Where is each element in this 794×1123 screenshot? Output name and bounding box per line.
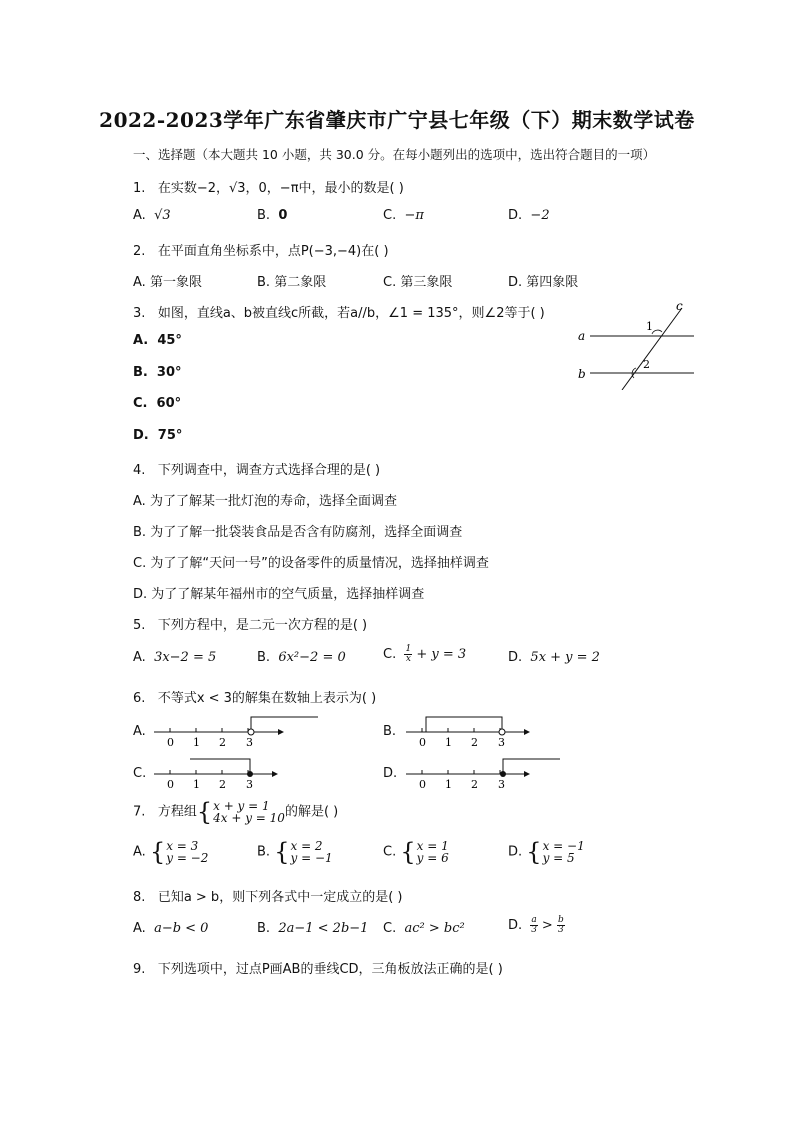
option-d[interactable]: D. 75°: [133, 428, 183, 443]
option-b[interactable]: B. 为了了解一批袋装食品是否含有防腐剂，选择全面调查: [133, 525, 463, 540]
number-line-b[interactable]: [402, 712, 542, 750]
question-6: [133, 687, 376, 706]
number-line-a[interactable]: [150, 712, 325, 750]
svg-text:3: 3: [246, 778, 253, 791]
question-text: 在实数−2，√3，0，−π中，最小的数是( ): [157, 181, 404, 196]
option-a[interactable]: A. 为了了解某一批灯泡的寿命，选择全面调查: [133, 494, 397, 509]
label-angle-2: 2: [643, 358, 650, 371]
svg-text:1: 1: [193, 736, 200, 749]
option-b[interactable]: B. 6x²−2 = 0: [257, 650, 346, 665]
svg-text:3: 3: [498, 736, 505, 749]
svg-text:0: 0: [167, 778, 174, 791]
option-d[interactable]: D. 5x + y = 2: [508, 650, 600, 665]
option-c[interactable]: C. 为了了解“天问一号”的设备零件的质量情况，选择抽样调查: [133, 556, 489, 571]
question-text: 在平面直角坐标系中，点P(−3,−4)在( ): [157, 244, 389, 259]
label-b: b: [578, 367, 586, 381]
question-9: [133, 958, 503, 977]
option-d[interactable]: D. { x = −1 y = 5: [508, 838, 585, 866]
question-number: 7.: [133, 804, 146, 820]
svg-text:0: 0: [167, 736, 174, 749]
question-number: 9.: [133, 962, 146, 977]
question-number: 3.: [133, 306, 146, 321]
svg-text:0: 0: [419, 778, 426, 791]
parallel-lines-figure: [570, 298, 700, 390]
svg-text:1: 1: [193, 778, 200, 791]
question-number: 1.: [133, 181, 146, 196]
option-c[interactable]: C. −π: [383, 208, 424, 223]
option-b[interactable]: B. 30°: [133, 365, 182, 380]
question-1: [133, 177, 404, 196]
svg-text:3: 3: [498, 778, 505, 791]
option-a[interactable]: A. 第一象限: [133, 275, 202, 290]
option-a[interactable]: A. 3x−2 = 5: [133, 650, 217, 665]
question-5: [133, 614, 367, 633]
section-heading: 一、选择题（本大题共 10 小题，共 30.0 分。在每小题列出的选项中，选出符合题目的一项）: [133, 147, 656, 162]
angle-1-arc: [652, 330, 662, 334]
option-c[interactable]: C. 60°: [133, 396, 182, 411]
question-number: 2.: [133, 244, 146, 259]
option-d-label[interactable]: D.: [383, 766, 398, 781]
question-number: 4.: [133, 463, 146, 478]
option-c[interactable]: C. ac² > bc²: [383, 921, 465, 936]
option-a[interactable]: A. √3: [133, 208, 171, 223]
option-c[interactable]: C. 第三象限: [383, 275, 453, 290]
option-b[interactable]: B. 2a−1 < 2b−1: [257, 921, 369, 936]
option-b[interactable]: B. { x = 2 y = −1: [257, 838, 333, 866]
equation-system: { x + y = 1 4x + y = 10: [196, 798, 285, 826]
number-line-d[interactable]: [402, 754, 567, 792]
question-text-pre: 方程组: [157, 804, 197, 820]
svg-text:1: 1: [445, 778, 452, 791]
question-4: [133, 459, 380, 478]
option-a[interactable]: A. { x = 3 y = −2: [133, 838, 209, 866]
svg-text:3: 3: [246, 736, 253, 749]
number-line-c[interactable]: [150, 754, 290, 792]
fraction: $\frac{a}{3}$: [531, 915, 537, 935]
option-a[interactable]: A. 45°: [133, 333, 182, 348]
question-2: [133, 240, 389, 259]
question-number: 5.: [133, 618, 146, 633]
option-d[interactable]: D. 为了了解某年福州市的空气质量，选择抽样调查: [133, 587, 425, 602]
question-text: 下列方程中，是二元一次方程的是( ): [157, 618, 368, 633]
option-a[interactable]: A. a−b < 0: [133, 921, 209, 936]
question-3: [133, 302, 545, 321]
option-c[interactable]: C. $\frac{1}{x}$ + y = 3: [383, 644, 467, 664]
svg-text:2: 2: [471, 736, 478, 749]
question-7: [133, 800, 338, 824]
option-c[interactable]: C. { x = 1 y = 6: [383, 838, 449, 866]
question-8: [133, 886, 402, 905]
question-text: 如图，直线a、b被直线c所截，若a//b，∠1 = 135°，则∠2等于( ): [157, 306, 545, 321]
option-d[interactable]: D. 第四象限: [508, 275, 579, 290]
label-angle-1: 1: [646, 320, 653, 333]
option-b[interactable]: B. 第二象限: [257, 275, 327, 290]
option-d[interactable]: D. $\frac{a}{3}$ > $\frac{b}{3}$: [508, 915, 564, 935]
question-text: 下列选项中，过点P画AB的垂线CD，三角板放法正确的是( ): [157, 962, 503, 977]
label-c: c: [676, 299, 683, 313]
option-a-label[interactable]: A.: [133, 724, 146, 739]
option-b[interactable]: B. 0: [257, 208, 288, 223]
question-text: 下列调查中，调查方式选择合理的是( ): [157, 463, 381, 478]
svg-text:2: 2: [219, 736, 226, 749]
option-d[interactable]: D. −2: [508, 208, 550, 223]
fraction: $\frac{b}{3}$: [557, 915, 564, 935]
option-b-label[interactable]: B.: [383, 724, 397, 739]
question-text-post: 的解是( ): [284, 804, 339, 820]
question-text: 已知a > b，则下列各式中一定成立的是( ): [157, 890, 403, 905]
svg-text:2: 2: [471, 778, 478, 791]
svg-text:0: 0: [419, 736, 426, 749]
question-number: 6.: [133, 691, 146, 706]
label-a: a: [578, 329, 586, 343]
option-c-label[interactable]: C.: [133, 766, 147, 781]
fraction: $\frac{1}{x}$: [405, 644, 412, 664]
question-number: 8.: [133, 890, 146, 905]
svg-text:2: 2: [219, 778, 226, 791]
question-text: 不等式x < 3的解集在数轴上表示为( ): [157, 691, 377, 706]
page-title: 2022-2023学年广东省肇庆市广宁县七年级（下）期末数学试卷: [99, 108, 695, 132]
svg-text:1: 1: [445, 736, 452, 749]
